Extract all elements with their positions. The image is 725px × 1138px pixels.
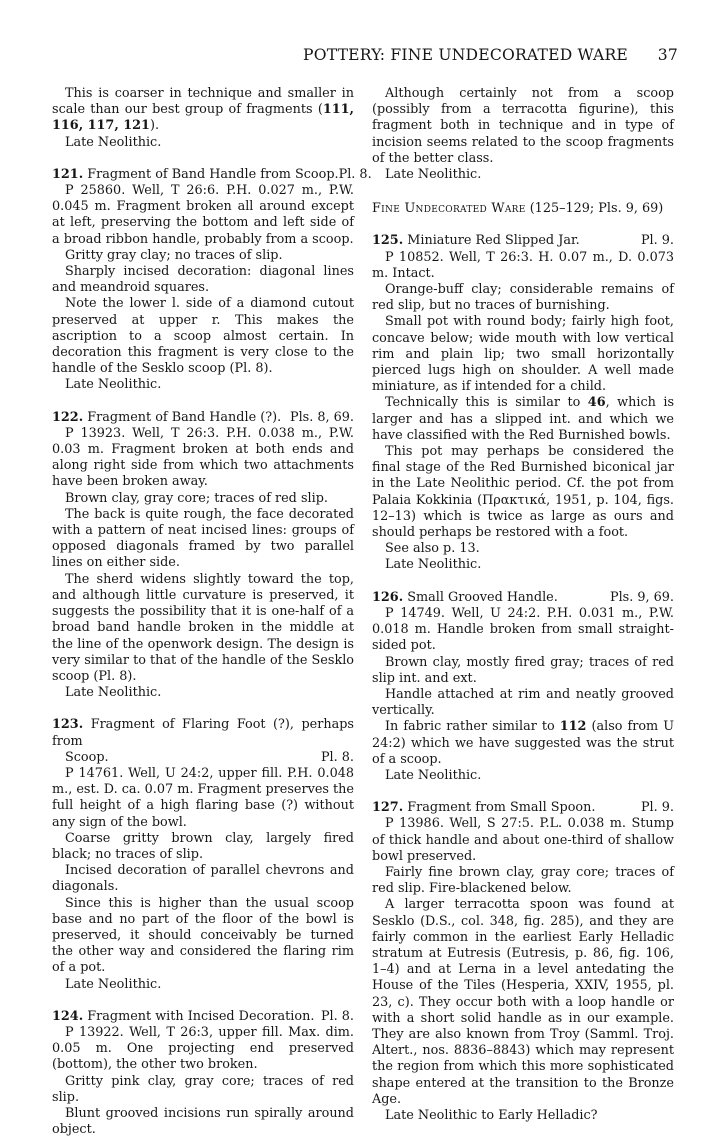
entry-text: In fabric rather similar to 112 (also from U 24:2) which we have suggested was the strut of a scoop. [372, 719, 675, 767]
plate-reference: Pls. 9, 69. [609, 589, 674, 605]
entry-text: Late Neolithic to Early Helladic? [385, 1107, 598, 1123]
entry-number: 127. [372, 800, 404, 816]
entry-text: P 13922. Well, T 26:3, upper fill. Max. dim. 0.05 m. One projecting end preserved (bottom), the other two broken. [52, 1024, 354, 1073]
entry-text: Blunt grooved incisions run spirally around object. [52, 1105, 354, 1138]
entry-text: Gritty pink clay, gray core; traces of red slip. [52, 1073, 354, 1105]
running-title: POTTERY: FINE UNDECORATED WARE [303, 46, 628, 64]
plate-reference: Pl. 8. [320, 1008, 354, 1024]
entry-number: 125. [372, 233, 404, 249]
entry-text: Late Neolithic. [385, 557, 482, 573]
entry-text: Late Neolithic. [65, 976, 162, 992]
entry-text: Coarse gritty brown clay, largely fired black; no traces of slip. [52, 830, 354, 862]
entry-text: Small pot with round body; fairly high foot, concave below; wide mouth with low vertical rim and plain lip; two small horizontally pierced lugs high on shoulder. A well made miniature, as if intended for a child. [372, 314, 674, 395]
entry-text: P 13986. Well, S 27:5. P.L. 0.038 m. Stump of thick handle and about one-third of shallow bowl preserved. [372, 816, 674, 864]
plate-reference: Pl. 9. [640, 800, 674, 816]
entry-text: Late Neolithic. [65, 377, 162, 393]
entry-text: Handle attached at rim and neatly grooved vertically. [372, 686, 674, 719]
entry-heading [372, 590, 674, 606]
intro-period: Late Neolithic. [65, 134, 162, 150]
entry-text: Gritty gray clay; no traces of slip. [65, 247, 283, 263]
catalogue-entry-125 [372, 233, 674, 573]
entry-text: Fairly fine brown clay, gray core; traces of red slip. Fire-blackened below. [372, 864, 674, 897]
entry-heading [52, 1009, 354, 1025]
entry-text: The sherd widens slightly toward the top, and although little curvature is preserved, it suggests the possibility that it is one-half of a broad band handle broken in the middle at the line of the openwork design. The design is very similar to that of the handle of the Sesklo scoop (Pl. 8). [52, 571, 354, 684]
entry-text: A larger terracotta spoon was found at Sesklo (D.S., col. 348, fig. 285), and they are fairly common in the earliest Early Helladic stratum at Eutresis (Eutresis, p. 86, fig. 106, 1–4) and at Lerna in a level antedating the House of the Tiles (Hesperia, XXIV, 1955, pl. 23, c). They occur both with a loop handle or with a short solid handle as in our example. They are also known from Troy (Samml. Troj. Altert., nos. 8836–8843) which may represent the region from which this more sophisticated shape entered at the transition to the Bronze Age. [372, 897, 674, 1107]
entry-text: Incised decoration of parallel chevrons and diagonals. [52, 863, 354, 895]
entry-title: Fragment with Incised Decoration. [87, 1008, 315, 1024]
entry-text: Brown clay, mostly fired gray; traces of red slip int. and ext. [372, 654, 674, 686]
page-number: 37 [657, 46, 678, 64]
entry-title: Miniature Red Slipped Jar. [407, 233, 580, 249]
catalogue-entry-121 [52, 166, 372, 394]
entry-text: P 14749. Well, U 24:2. P.H. 0.031 m., P.W. 0.018 m. Handle broken from small straight-sided pot. [372, 605, 674, 654]
entry-heading [52, 166, 372, 183]
entry-title: Fragment of Band Handle from Scoop. [87, 166, 339, 182]
entry-number: 122. [52, 409, 84, 425]
entry-number: 123. [52, 717, 84, 733]
entry-number: 124. [52, 1008, 84, 1024]
continued-period: Late Neolithic. [385, 167, 482, 183]
entry-heading [52, 410, 354, 426]
intro-paragraph: This is coarser in technique and smaller in scale than our best group of fragments (111, 116, 117, 121). [52, 86, 354, 134]
entry-heading-cont [52, 750, 354, 766]
catalogue-entry-127 [372, 800, 674, 1124]
entry-text: This pot may perhaps be considered the final stage of the Red Burnished biconical jar in the Late Neolithic period. Cf. the pot from Palaia Kokkinia (Πρακτικά, 1951, p. 104, figs. 12–13) which is twice as large as ours and should perhaps be restored with a foot. [372, 444, 674, 541]
entry-text: See also p. 13. [385, 541, 480, 557]
entry-text: Sharply incised decoration: diagonal lines and meandroid squares. [52, 264, 354, 296]
entry-text: Late Neolithic. [385, 767, 482, 783]
entry-text: The back is quite rough, the face decorated with a pattern of neat incised lines: groups of opposed diagonals framed by two parallel lines on either side. [52, 506, 354, 571]
entry-text: P 10852. Well, T 26:3. H. 0.07 m., D. 0.073 m. Intact. [372, 249, 674, 281]
entry-text: P 13923. Well, T 26:3. P.H. 0.038 m., P.W. 0.03 m. Fragment broken at both ends and along right side from which two attachments have been broken away. [52, 425, 354, 490]
entry-number: 126. [372, 589, 404, 605]
catalogue-entry-126 [372, 590, 674, 784]
entry-text: P 14761. Well, U 24:2, upper fill. P.H. 0.048 m., est. D. ca. 0.07 m. Fragment preserves the full height of a high flaring base (?) without any sign of the bowl. [52, 765, 354, 830]
entry-text: Note the lower l. side of a diamond cutout preserved at upper r. This makes the ascription to a scoop almost certain. In decoration this fragment is very close to the handle of the Sesklo scoop (Pl. 8). [52, 296, 354, 377]
entry-number: 121. [52, 166, 84, 182]
entry-text: Technically this is similar to 46, which is larger and has a slipped int. and which we have classified with the Red Burnished bowls. [372, 395, 675, 443]
plate-reference: Pl. 9. [640, 233, 674, 249]
catalogue-entry-123 [52, 717, 354, 992]
continued-paragraph: Although certainly not from a scoop (possibly from a terracotta figurine), this fragment both in technique and in type of incision seems related to the scoop fragments of the better class. [372, 86, 674, 166]
catalogue-entry-122 [52, 410, 354, 702]
entry-heading [372, 233, 674, 249]
plate-reference: Pls. 8, 69. [289, 409, 354, 425]
entry-title: Fragment from Small Spoon. [407, 800, 596, 816]
left-column [52, 86, 372, 1138]
entry-heading [372, 800, 674, 816]
entry-text: Orange-buff clay; considerable remains of red slip, but no traces of burnishing. [372, 282, 674, 314]
entry-title-cont: Scoop. [65, 749, 109, 765]
entry-title: Small Grooved Handle. [407, 589, 558, 605]
entry-text: P 25860. Well, T 26:6. P.H. 0.027 m., P.W. 0.045 m. Fragment broken all around except at left, preserving the bottom and left side of a broad ribbon handle, probably from a scoop. [52, 183, 354, 247]
entry-title: Fragment of Flaring Foot (?), perhaps from [52, 717, 354, 749]
plate-reference: Pl. 8. [320, 749, 354, 765]
entry-text: Brown clay, gray core; traces of red slip. [65, 490, 328, 506]
section-heading: Fine Undecorated Ware (125–129; Pls. 9, 69) [372, 201, 664, 217]
running-head [52, 46, 678, 68]
right-column [372, 86, 674, 1124]
entry-text: Since this is higher than the usual scoop base and no part of the floor of the bowl is preserved, it should conceivably be turned the other way and considered the flaring rim of a pot. [52, 895, 354, 976]
entry-heading [52, 717, 354, 749]
entry-text: Late Neolithic. [65, 685, 162, 701]
plate-reference: Pl. 8. [338, 166, 372, 182]
entry-title: Fragment of Band Handle (?). [87, 409, 282, 425]
catalogue-entry-124 [52, 1009, 354, 1138]
